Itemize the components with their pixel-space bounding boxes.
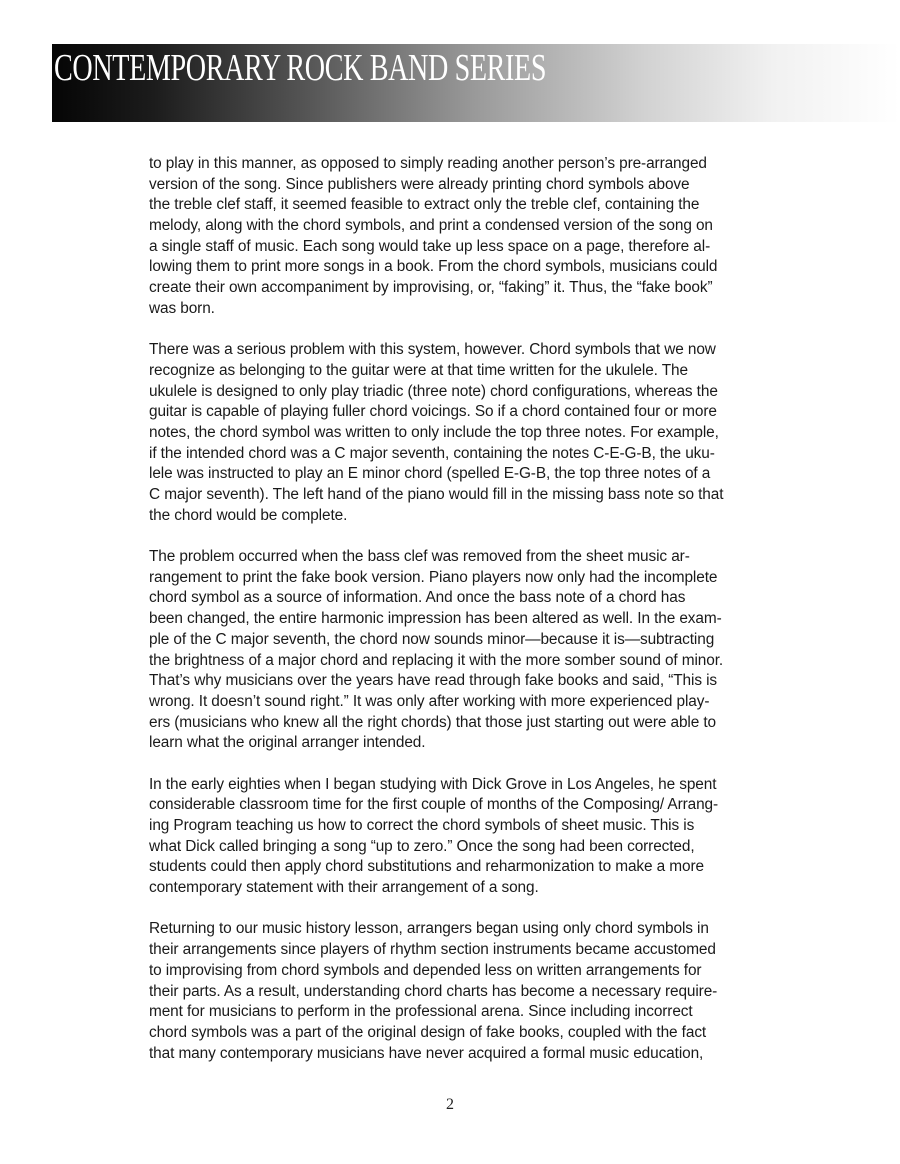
text-line: students could then apply chord substitutions and reharmonization to make a more [149,858,704,876]
text-line: to play in this manner, as opposed to simply reading another person’s pre-arranged [149,155,707,172]
text-line: create their own accompaniment by improvising, or, “faking” it. Thus, the “fake book” [149,279,713,297]
text-line: been changed, the entire harmonic impression has been altered as well. In the exam- [149,610,722,628]
text-line: lowing them to print more songs in a book. From the chord symbols, musicians could [149,258,718,276]
text-line: wrong. It doesn’t sound right.” It was only after working with more experienced play- [149,692,710,710]
text-line: the chord would be complete. [149,506,348,524]
text-line: recognize as belonging to the guitar were at that time written for the ukulele. The [149,361,688,379]
text-line: considerable classroom time for the first couple of months of the Composing/ Arrang- [149,796,719,814]
paragraph-4 [149,775,821,899]
text-line: to improvising from chord symbols and depended less on written arrangements for [149,961,702,979]
text-line: There was a serious problem with this system, however. Chord symbols that we now [149,341,716,359]
text-line: learn what the original arranger intended. [149,734,426,752]
paragraph-5 [149,919,821,1064]
text-line: melody, along with the chord symbols, and print a condensed version of the song on [149,217,713,235]
text-line: That’s why musicians over the years have read through fake books and said, “This is [149,672,718,690]
body-text [149,154,821,1085]
text-line: their arrangements since players of rhythm section instruments became accustomed [149,941,716,959]
text-line: ple of the C major seventh, the chord now sounds minor—because it is—subtracting [149,630,715,648]
text-line: chord symbol as a source of information. And once the bass note of a chord has [149,589,686,607]
text-line: In the early eighties when I began studying with Dick Grove in Los Angeles, he spent [149,775,717,793]
text-line: if the intended chord was a C major seventh, containing the notes C-E-G-B, the uku- [149,444,715,462]
text-line: contemporary statement with their arrangement of a song. [149,879,539,897]
text-line: what Dick called bringing a song “up to zero.” Once the song had been corrected, [149,837,695,855]
text-line: a single staff of music. Each song would take up less space on a page, therefore al- [149,237,711,255]
series-title: CONTEMPORARY ROCK BAND SERIES [54,47,547,89]
text-line: was born. [149,299,215,317]
text-line: that many contemporary musicians have never acquired a formal music education, [149,1044,704,1062]
text-line: ment for musicians to perform in the professional arena. Since including incorrect [149,1003,693,1021]
text-line: guitar is capable of playing fuller chord voicings. So if a chord contained four or more [149,403,717,421]
text-line: ers (musicians who knew all the right chords) that those just starting out were able to [149,713,717,731]
text-line: version of the song. Since publishers were already printing chord symbols above [149,175,690,193]
text-line: The problem occurred when the bass clef was removed from the sheet music ar- [149,548,690,566]
text-line: rangement to print the fake book version. Piano players now only had the incomplete [149,568,718,586]
text-line: ukulele is designed to only play triadic (three note) chord configurations, whereas the [149,382,718,400]
text-line: the brightness of a major chord and replacing it with the more somber sound of minor. [149,651,724,669]
paragraph-3 [149,547,821,754]
text-line: chord symbols was a part of the original design of fake books, coupled with the fact [149,1023,707,1041]
page-number: 2 [446,1096,454,1113]
text-line: C major seventh). The left hand of the piano would fill in the missing bass note so that [149,486,724,503]
paragraph-2 [149,340,821,526]
text-line: their parts. As a result, understanding chord charts has become a necessary require- [149,982,718,1000]
text-line: lele was instructed to play an E minor chord (spelled E-G-B, the top three notes of a [149,465,711,483]
paragraph-1 [149,154,821,320]
text-line: ing Program teaching us how to correct the chord symbols of sheet music. This is [149,817,695,834]
text-line: notes, the chord symbol was written to only include the top three notes. For example, [149,423,719,441]
text-line: the treble clef staff, it seemed feasible to extract only the treble clef, containing the [149,196,700,214]
text-line: Returning to our music history lesson, arrangers began using only chord symbols in [149,920,709,938]
